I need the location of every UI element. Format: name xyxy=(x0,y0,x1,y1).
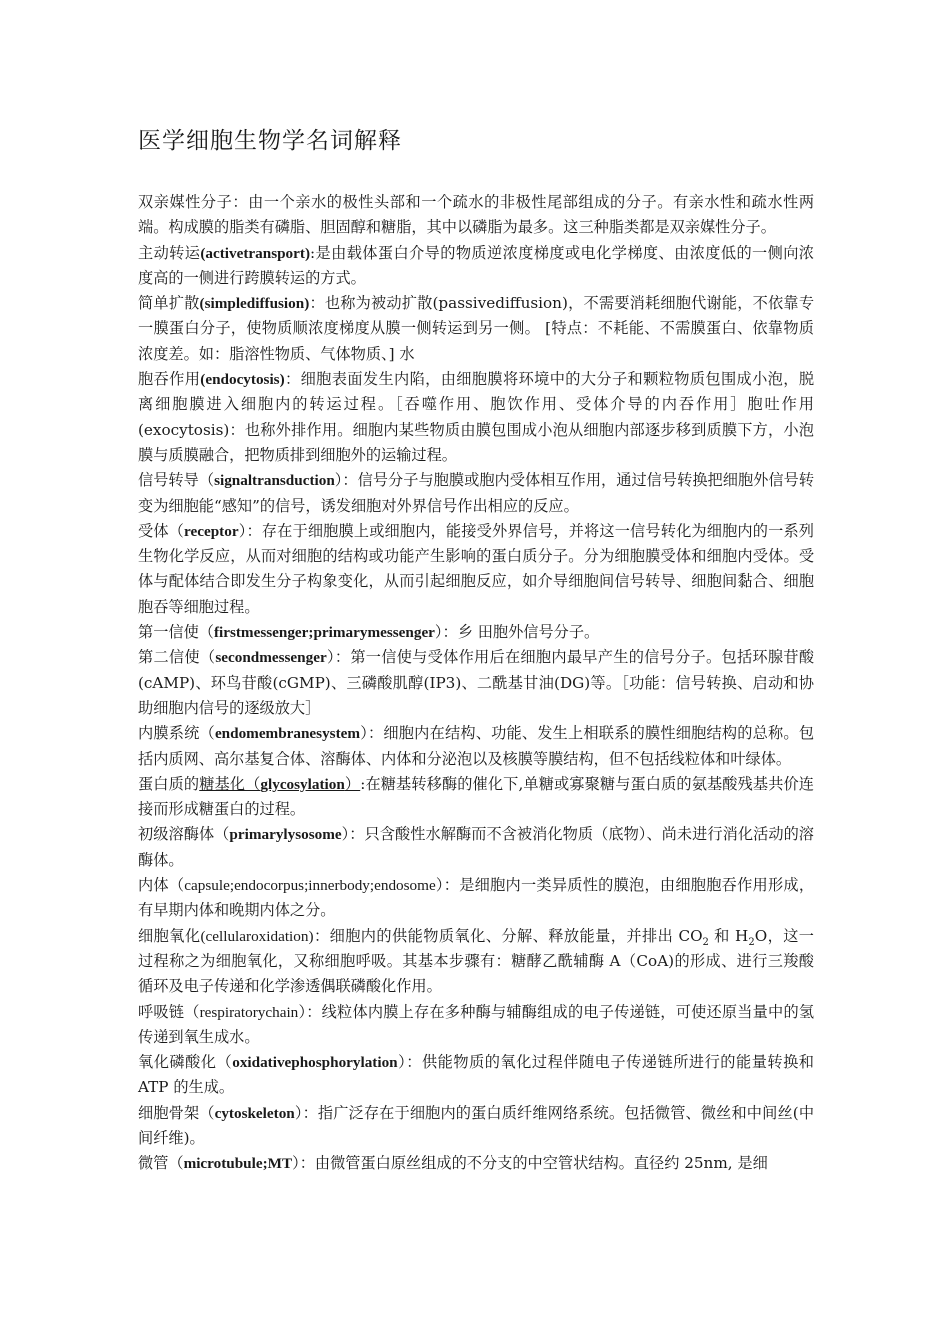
entry-term-en: endomembranesystem xyxy=(214,725,361,743)
entry-receptor xyxy=(138,519,814,620)
entry-amphipathic xyxy=(138,190,814,241)
entry-term-en: receptor xyxy=(184,522,239,540)
entry-term: 微管（ xyxy=(138,1154,184,1173)
entry-term: 氧化磷酸化（ xyxy=(138,1053,233,1072)
entry-term-en: secondmessenger xyxy=(215,649,327,667)
subscript: 2 xyxy=(748,936,755,948)
entry-term-en: glycosylation xyxy=(260,775,345,793)
entry-term: 内膜系统（ xyxy=(138,724,215,743)
entry-term: 受体（ xyxy=(138,521,185,540)
entry-text: ）：乡 田胞外信号分子。 xyxy=(434,623,600,642)
document-title: 医学细胞生物学名词解释 xyxy=(138,128,402,154)
entry-text: ：线粒体内膜上存在多种酶与辅酶组成的电子传递链，可使还原当量中的氢传递到氧生成水。 xyxy=(138,1002,815,1046)
entry-text: ）：第一信使与受体作用后在细胞内最早产生的信号分子。包括环腺苷酸(cAMP)、环鸟苷酸(cGMP)、三磷酸肌醇(IP3)、二酰基甘油(DG)等。［功能：信号转换、启动和协助细胞内信号的逐级放大］ xyxy=(138,648,815,717)
entry-term: 内体 xyxy=(138,876,169,895)
entry-term: 第一信使（ xyxy=(138,623,214,642)
entry-text: ：是细胞内一类异质性的膜泡，由细胞胞吞作用形成，有早期内体和晚期内体之分。 xyxy=(138,876,815,920)
entry-endocytosis xyxy=(138,367,814,468)
entry-term: 蛋白质的 xyxy=(138,774,200,793)
entry-text: ）：只含酸性水解酶而不含被消化物质（底物）、尚未进行消化活动的溶酶体。 xyxy=(138,825,814,869)
entry-term-part: 糖基化（ xyxy=(199,774,261,793)
entry-second-messenger xyxy=(138,645,814,721)
entry-signal-transduction xyxy=(138,468,814,519)
entry-term-en: oxidativephosphorylation xyxy=(232,1054,398,1072)
entry-text: ）：指广泛存在于细胞内的蛋白质纤维网络系统。包括微管、微丝和中间丝(中间纤维)。 xyxy=(138,1103,815,1147)
entry-primary-lysosome xyxy=(138,822,814,873)
entry-term: 细胞氧化 xyxy=(138,926,201,945)
entry-term-en: (activetransport) xyxy=(200,244,311,262)
entry-endosome xyxy=(138,873,814,924)
entry-term-en: microtubule;MT xyxy=(183,1155,293,1173)
entry-term-en: （capsule;endocorpus;innerbody;endosome） xyxy=(168,877,444,895)
entry-active-transport xyxy=(138,241,814,292)
entry-oxidative-phosphorylation xyxy=(138,1050,814,1101)
entry-term-en: (endocytosis) xyxy=(200,371,285,389)
entry-text: ）：存在于细胞膜上或细胞内，能接受外界信号，并将这一信号转化为细胞内的一系列生物化学反应，从而对细胞的结构或功能产生影响的蛋白质分子。分为细胞膜受体和细胞内受体。受体与配体结合即发生分子构象变化，从而引起细胞反应，如介导细胞间信号转导、细胞间黏合、细胞胞吞等细胞过程。 xyxy=(138,521,814,616)
entry-term: 信号转导（ xyxy=(138,471,215,490)
entry-term: 呼吸链 xyxy=(138,1002,185,1021)
entry-term: 第二信使（ xyxy=(138,648,216,667)
entry-text: ：也称为被动扩散(passivediffusion)，不需要消耗细胞代谢能，不依靠专一膜蛋白分子，使物质顺浓度梯度从膜一侧转运到另一侧。 [特点：不耗能、不需膜蛋白、依靠物质浓度差。如：脂溶性物质、气体物质、] 水 xyxy=(138,294,815,363)
entry-simple-diffusion xyxy=(138,291,814,367)
entry-microtubule xyxy=(138,1151,814,1176)
entry-term-en: signaltransduction xyxy=(214,472,335,490)
entry-text: :是由载体蛋白介导的物质逆浓度梯度或电化学梯度、由浓度低的一侧向浓度高的一侧进行跨膜转运的方式。 xyxy=(138,243,814,287)
entry-text: :在糖基转移酶的催化下,单糖或寡聚糖与蛋白质的氨基酸残基共价连接而形成糖蛋白的过程。 xyxy=(138,774,814,819)
entry-term: 简单扩散 xyxy=(138,294,200,313)
entry-term-en: （respiratorychain） xyxy=(184,1003,307,1021)
entry-endomembrane-system xyxy=(138,721,814,772)
entry-term: 细胞骨架（ xyxy=(138,1103,215,1122)
entry-text: ）：由微管蛋白原丝组成的不分支的中空管状结构。直径约 25nm, 是细 xyxy=(292,1154,768,1173)
entry-term: 主动转运 xyxy=(138,243,201,262)
entry-text: 和 H xyxy=(708,926,749,945)
entry-text: O，这一过程称之为细胞氧化，又称细胞呼吸。其基本步骤有：糖酵乙酰辅酶 A（CoA)的形成、进行三羧酸循环及电子传递和化学渗透偶联磷酸化作用。 xyxy=(138,926,814,996)
entry-term-en: firstmessenger;primarymessenger xyxy=(213,624,435,642)
entry-term-underlined xyxy=(199,775,360,793)
subscript: 2 xyxy=(702,936,709,948)
entry-text: 双亲媒性分子：由一个亲水的极性头部和一个疏水的非极性尾部组成的分子。有亲水性和疏水性两端。构成膜的脂类有磷脂、胆固醇和糖脂，其中以磷脂为最多。这三种脂类都是双亲媒性分子。 xyxy=(138,193,814,237)
entry-text: ：细胞表面发生内陷，由细胞膜将环境中的大分子和颗粒物质包围成小泡，脱离细胞膜进入细胞内的转运过程。［吞噬作用、胞饮作用、受体介导的内吞作用］胞吐作用(exocytosis)：也称外排作用。细胞内某些物质由膜包围成小泡从细胞内部逐步移到质膜下方，小泡膜与质膜融合，把物质排到细胞外的运输过程。 xyxy=(138,370,815,464)
entry-term-en: (cellularoxidation) xyxy=(200,927,314,945)
entry-glycosylation xyxy=(138,772,814,823)
entry-term: 初级溶酶体（ xyxy=(138,825,230,844)
entry-term-close: ） xyxy=(344,774,361,793)
entry-cytoskeleton xyxy=(138,1101,814,1152)
entry-respiratory-chain xyxy=(138,1000,814,1051)
entry-text: ：细胞内的供能物质氧化、分解、释放能量，并排出 CO xyxy=(313,926,703,945)
entry-term-en: primarylysosome xyxy=(229,826,342,844)
entry-first-messenger xyxy=(138,620,814,645)
entry-term-en: (simplediffusion) xyxy=(199,295,310,313)
entry-cellular-oxidation xyxy=(138,924,814,1000)
entry-text: ）：细胞内在结构、功能、发生上相联系的膜性细胞结构的总称。包括内质网、高尔基复合体、溶酶体、内体和分泌泡以及核膜等膜结构，但不包括线粒体和叶绿体。 xyxy=(138,724,815,768)
entry-term: 胞吞作用 xyxy=(138,370,201,389)
entry-term-en: cytoskeleton xyxy=(214,1104,295,1122)
document-body xyxy=(138,190,814,1177)
entry-text: ）：信号分子与胞膜或胞内受体相互作用，通过信号转换把细胞外信号转变为细胞能“感知”的信号，诱发细胞对外界信号作出相应的反应。 xyxy=(138,471,815,515)
entry-text: ）：供能物质的氧化过程伴随电子传递链所进行的能量转换和 ATP 的生成。 xyxy=(138,1053,814,1097)
